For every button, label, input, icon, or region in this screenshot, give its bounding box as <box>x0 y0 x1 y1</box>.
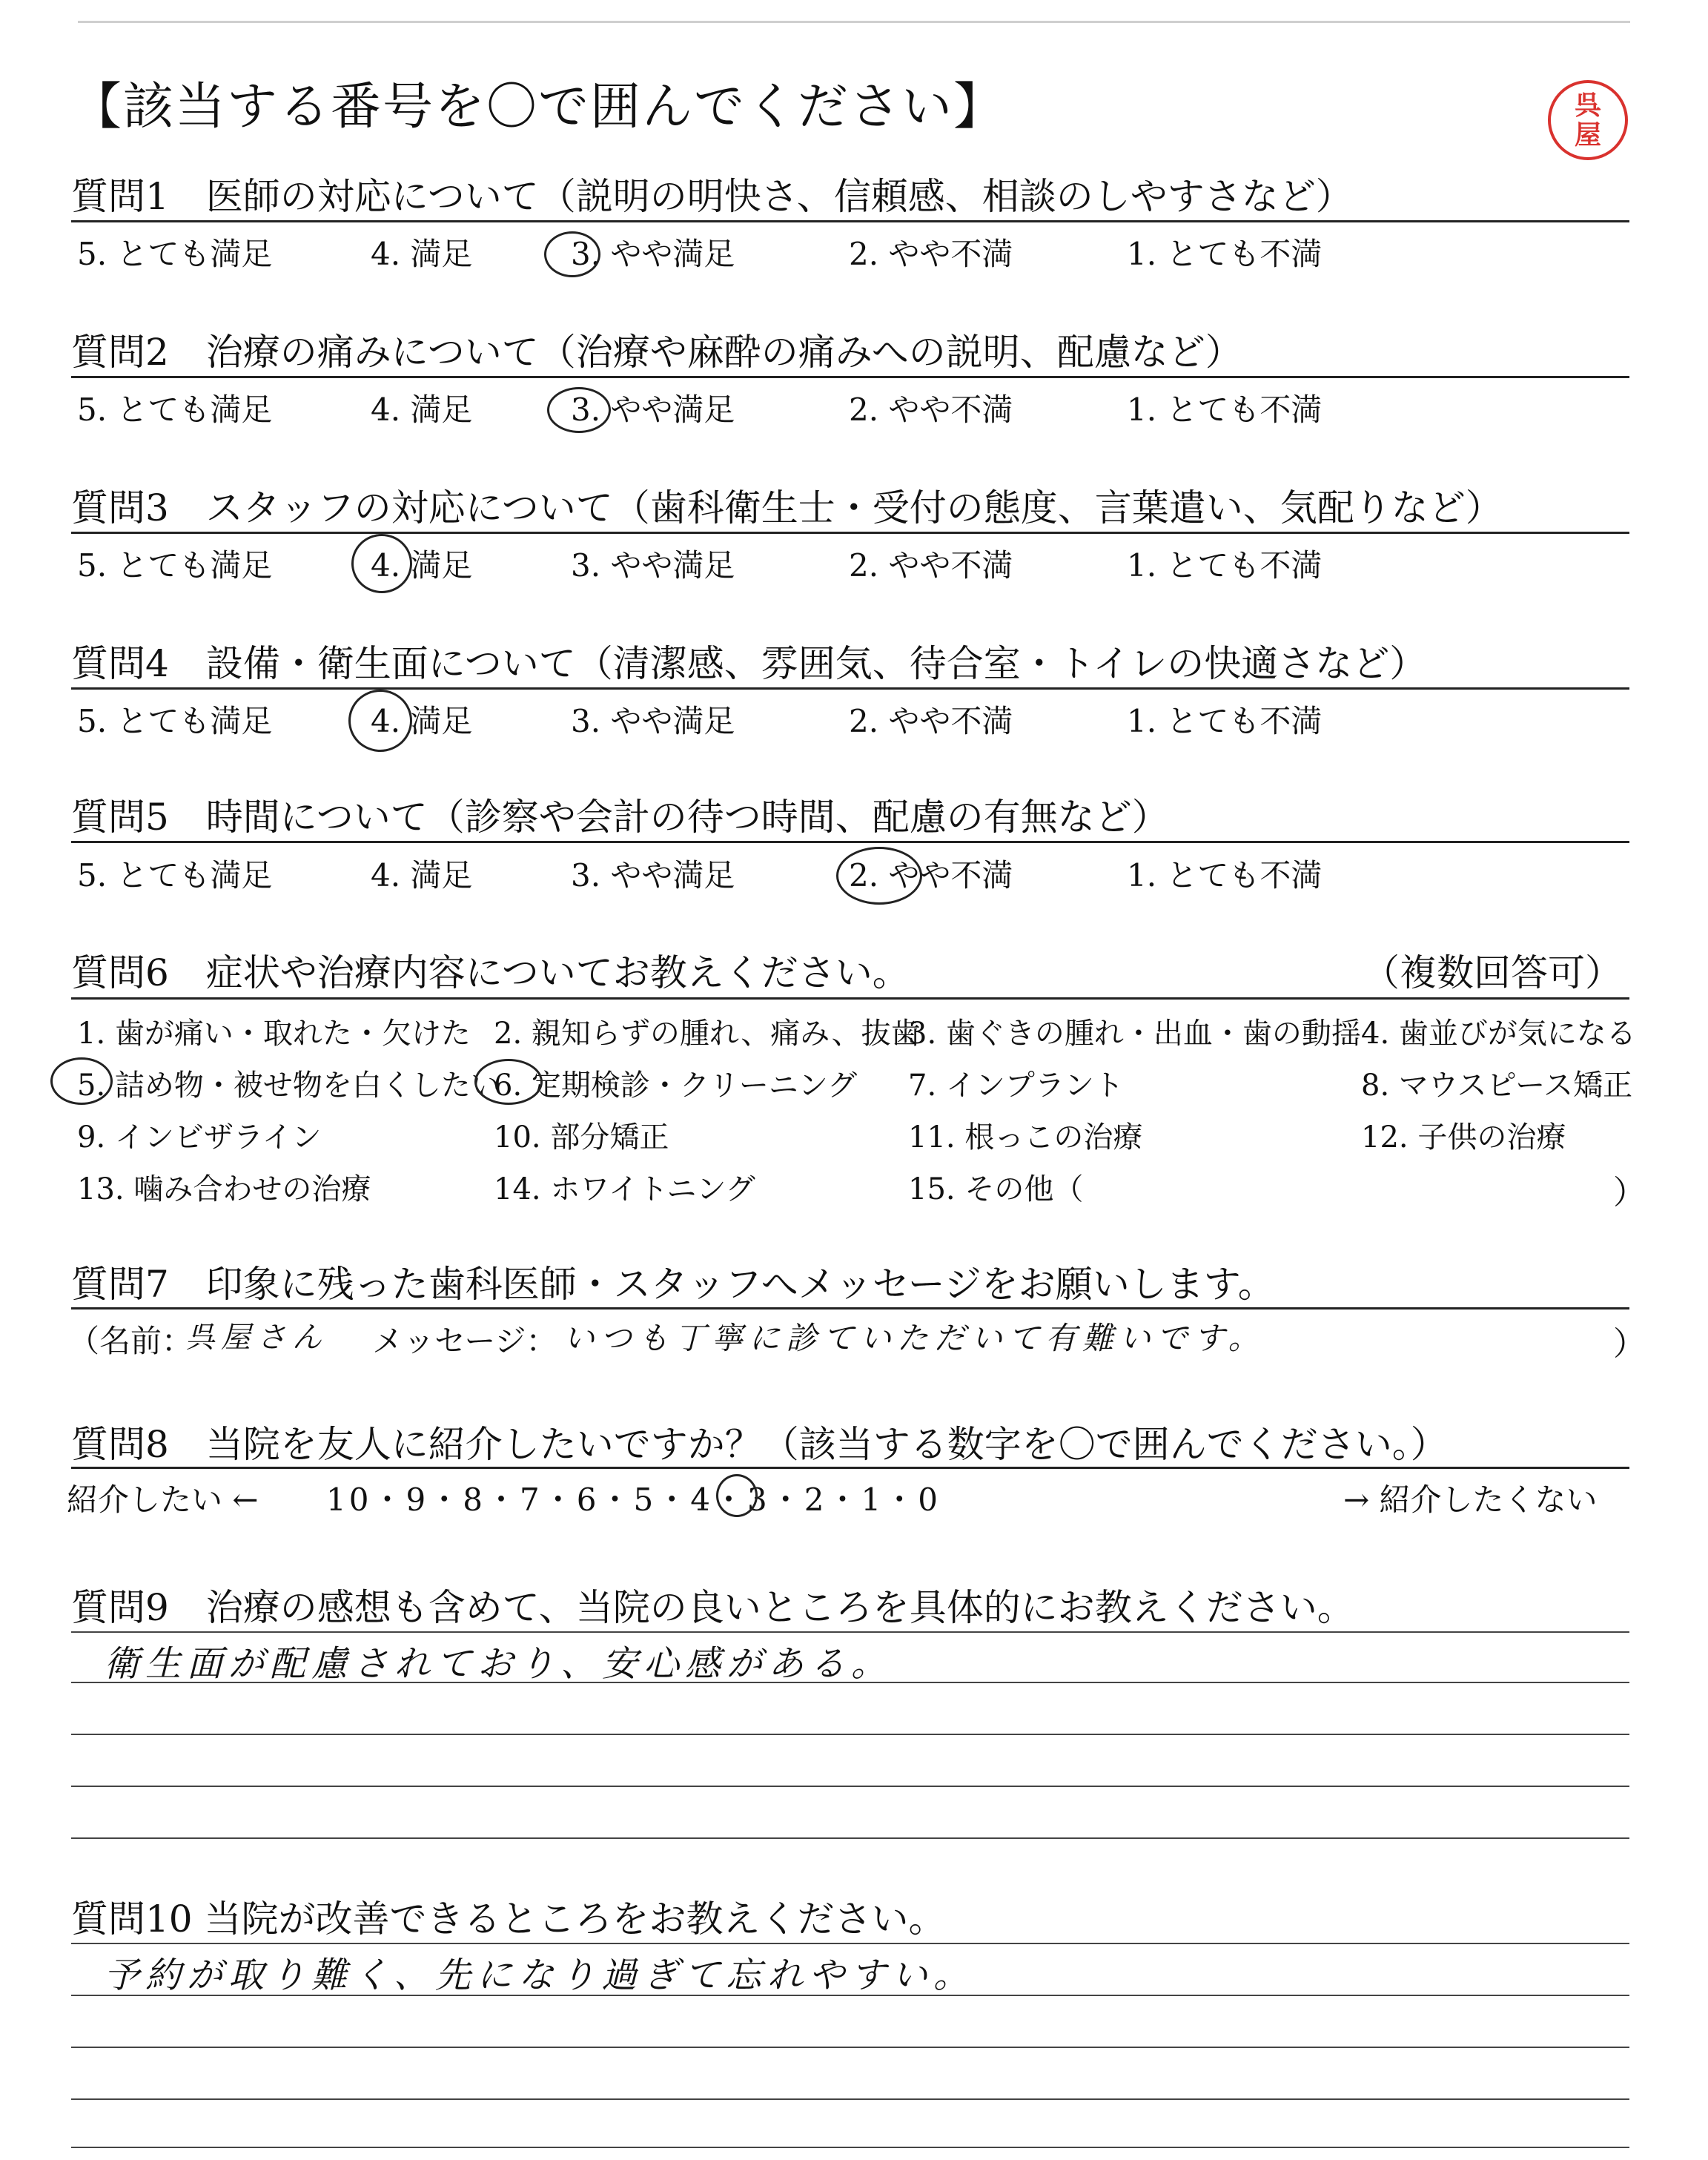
question-6-rule <box>71 997 1629 1000</box>
q6-item-6-circle <box>474 1059 543 1105</box>
q6-item-14[interactable]: 14. ホワイトニング <box>494 1172 755 1206</box>
q7-message-label: メッセージ： <box>372 1323 557 1359</box>
q8-left-label: 紹介したい ← <box>67 1482 259 1518</box>
q8-score-6[interactable]: 6 <box>576 1482 600 1518</box>
survey-instructions: 【該当する番号を〇で囲んでください】 <box>71 78 1006 136</box>
question-10-title: 質問10 当院が改善できるところをお教えください。 <box>71 1898 946 1941</box>
question-2-title: 質問2 治療の痛みについて（治療や麻酔の痛みへの説明、配慮など） <box>71 331 1242 374</box>
question-6-title: 質問6 症状や治療内容についてお教えください。 <box>71 951 910 994</box>
q8-score-5[interactable]: 5 <box>633 1482 657 1518</box>
q4-option-2[interactable]: 2. やや不満 <box>849 703 1013 739</box>
q8-score-7[interactable]: 7 <box>519 1482 543 1518</box>
q7-name-value[interactable]: 呉屋さん <box>185 1321 328 1355</box>
q8-right-label: → 紹介したくない <box>1343 1482 1598 1518</box>
question-8-title: 質問8 当院を友人に紹介したいですか？（該当する数字を〇で囲んでください。） <box>71 1423 1448 1466</box>
q4-option-4[interactable]: 4. 満足 <box>371 703 473 739</box>
question-5-rule <box>71 841 1629 843</box>
q8-scale: 10・9・8・7・6・5・4・3・2・1・0 <box>326 1482 941 1518</box>
question-4-title: 質問4 設備・衛生面について（清潔感、雰囲気、待合室・トイレの快適さなど） <box>71 642 1427 685</box>
q6-item-1[interactable]: 1. 歯が痛い・取れた・欠けた <box>77 1017 471 1051</box>
q2-option-4[interactable]: 4. 満足 <box>371 392 473 428</box>
question-8-rule <box>71 1467 1629 1469</box>
q3-option-1[interactable]: 1. とても不満 <box>1127 547 1323 584</box>
q1-answer-circle <box>544 231 600 277</box>
q8-score-8[interactable]: 8 <box>463 1482 486 1518</box>
q6-item-12[interactable]: 12. 子供の治療 <box>1361 1120 1566 1155</box>
q8-score-1[interactable]: 1 <box>861 1482 884 1518</box>
q4-option-5[interactable]: 5. とても満足 <box>77 703 273 739</box>
q9-answer-line-1 <box>71 1631 1629 1633</box>
question-3-rule <box>71 532 1629 534</box>
q10-answer-line-4 <box>71 2098 1629 2100</box>
q6-item-7[interactable]: 7. インプラント <box>908 1069 1124 1103</box>
q6-item-5[interactable]: 5. 詰め物・被せ物を白くしたい <box>77 1069 500 1103</box>
q6-item-5-circle <box>50 1057 113 1105</box>
q5-answer-circle <box>836 847 922 905</box>
top-border <box>78 21 1630 23</box>
question-2-rule <box>71 376 1629 378</box>
question-9-title: 質問9 治療の感想も含めて、当院の良いところを具体的にお教えください。 <box>71 1586 1354 1629</box>
q7-close-paren: ） <box>1613 1325 1646 1363</box>
q7-message-value[interactable]: いつも丁寧に診ていただいて有難いです。 <box>563 1320 1265 1356</box>
q10-answer-line-5 <box>71 2147 1629 2148</box>
question-5-title: 質問5 時間について（診察や会計の待つ時間、配慮の有無など） <box>71 796 1169 839</box>
q6-other-close-paren: ） <box>1613 1174 1646 1212</box>
q4-option-1[interactable]: 1. とても不満 <box>1127 703 1323 739</box>
q5-option-4[interactable]: 4. 満足 <box>371 857 473 894</box>
q10-answer-line-3 <box>71 2047 1629 2048</box>
q10-answer-line-1 <box>71 1943 1629 1944</box>
q3-answer-circle <box>351 534 412 593</box>
question-4-rule <box>71 687 1629 690</box>
q2-answer-circle <box>547 387 611 433</box>
q6-item-6[interactable]: 6. 定期検診・クリーニング <box>494 1069 858 1103</box>
q6-item-3[interactable]: 3. 歯ぐきの腫れ・出血・歯の動揺 <box>908 1017 1361 1051</box>
q4-answer-circle <box>348 690 412 752</box>
q2-option-2[interactable]: 2. やや不満 <box>849 392 1013 428</box>
q9-answer-line-5 <box>71 1837 1629 1839</box>
q1-option-5[interactable]: 5. とても満足 <box>77 236 273 272</box>
q3-option-3[interactable]: 3. やや満足 <box>571 547 735 584</box>
q2-option-3[interactable]: 3. やや満足 <box>571 392 735 428</box>
q7-name-label: （名前： <box>68 1323 193 1359</box>
q5-option-3[interactable]: 3. やや満足 <box>571 857 735 894</box>
q1-option-4[interactable]: 4. 満足 <box>371 236 473 272</box>
q8-score-2[interactable]: 2 <box>804 1482 827 1518</box>
q8-answer-circle <box>716 1474 758 1517</box>
q4-option-3[interactable]: 3. やや満足 <box>571 703 735 739</box>
q5-option-1[interactable]: 1. とても不満 <box>1127 857 1323 894</box>
q5-option-2[interactable]: 2. やや不満 <box>849 857 1013 894</box>
q8-score-9[interactable]: 9 <box>406 1482 429 1518</box>
q6-item-15[interactable]: 15. その他（ <box>908 1172 1084 1206</box>
q1-option-2[interactable]: 2. やや不満 <box>849 236 1013 272</box>
q6-item-13[interactable]: 13. 噛み合わせの治療 <box>77 1172 371 1206</box>
q6-item-11[interactable]: 11. 根っこの治療 <box>908 1120 1143 1155</box>
q9-answer-line-3 <box>71 1734 1629 1735</box>
q9-answer-line-4 <box>71 1786 1629 1787</box>
q9-answer-text[interactable]: 衛生面が配慮されており、安心感がある。 <box>104 1643 893 1685</box>
q9-answer-line-2 <box>71 1682 1629 1683</box>
q1-option-1[interactable]: 1. とても不満 <box>1127 236 1323 272</box>
q6-item-8[interactable]: 8. マウスピース矯正 <box>1361 1069 1633 1103</box>
q10-answer-line-2 <box>71 1995 1629 1996</box>
q2-option-1[interactable]: 1. とても不満 <box>1127 392 1323 428</box>
q8-score-3[interactable]: 3 <box>747 1482 770 1518</box>
q8-score-10[interactable]: 10 <box>326 1482 372 1518</box>
question-3-title: 質問3 スタッフの対応について（歯科衛生士・受付の態度、言葉遣い、気配りなど） <box>71 486 1503 529</box>
q6-item-9[interactable]: 9. インビザライン <box>77 1120 322 1155</box>
question-7-title: 質問7 印象に残った歯科医師・スタッフへメッセージをお願いします。 <box>71 1263 1275 1306</box>
q3-option-2[interactable]: 2. やや不満 <box>849 547 1013 584</box>
question-1-rule <box>71 220 1629 222</box>
question-6-note: （複数回答可） <box>1363 951 1622 994</box>
question-7-rule <box>71 1307 1629 1309</box>
q3-option-5[interactable]: 5. とても満足 <box>77 547 273 584</box>
q6-item-10[interactable]: 10. 部分矯正 <box>494 1120 669 1155</box>
q10-answer-text[interactable]: 予約が取り難く、先になり過ぎて忘れやすい。 <box>104 1955 976 1996</box>
q8-score-0[interactable]: 0 <box>918 1482 941 1518</box>
q1-option-3[interactable]: 3. やや満足 <box>571 236 735 272</box>
q6-item-2[interactable]: 2. 親知らずの腫れ、痛み、抜歯 <box>494 1017 921 1051</box>
name-seal-stamp: 呉 屋 <box>1548 80 1628 160</box>
q8-score-4[interactable]: 4 <box>690 1482 713 1518</box>
q2-option-5[interactable]: 5. とても満足 <box>77 392 273 428</box>
q6-item-4[interactable]: 4. 歯並びが気になる <box>1361 1017 1636 1051</box>
q5-option-5[interactable]: 5. とても満足 <box>77 857 273 894</box>
q3-option-4[interactable]: 4. 満足 <box>371 547 473 584</box>
question-1-title: 質問1 医師の対応について（説明の明快さ、信頼感、相談のしやすさなど） <box>71 175 1353 218</box>
